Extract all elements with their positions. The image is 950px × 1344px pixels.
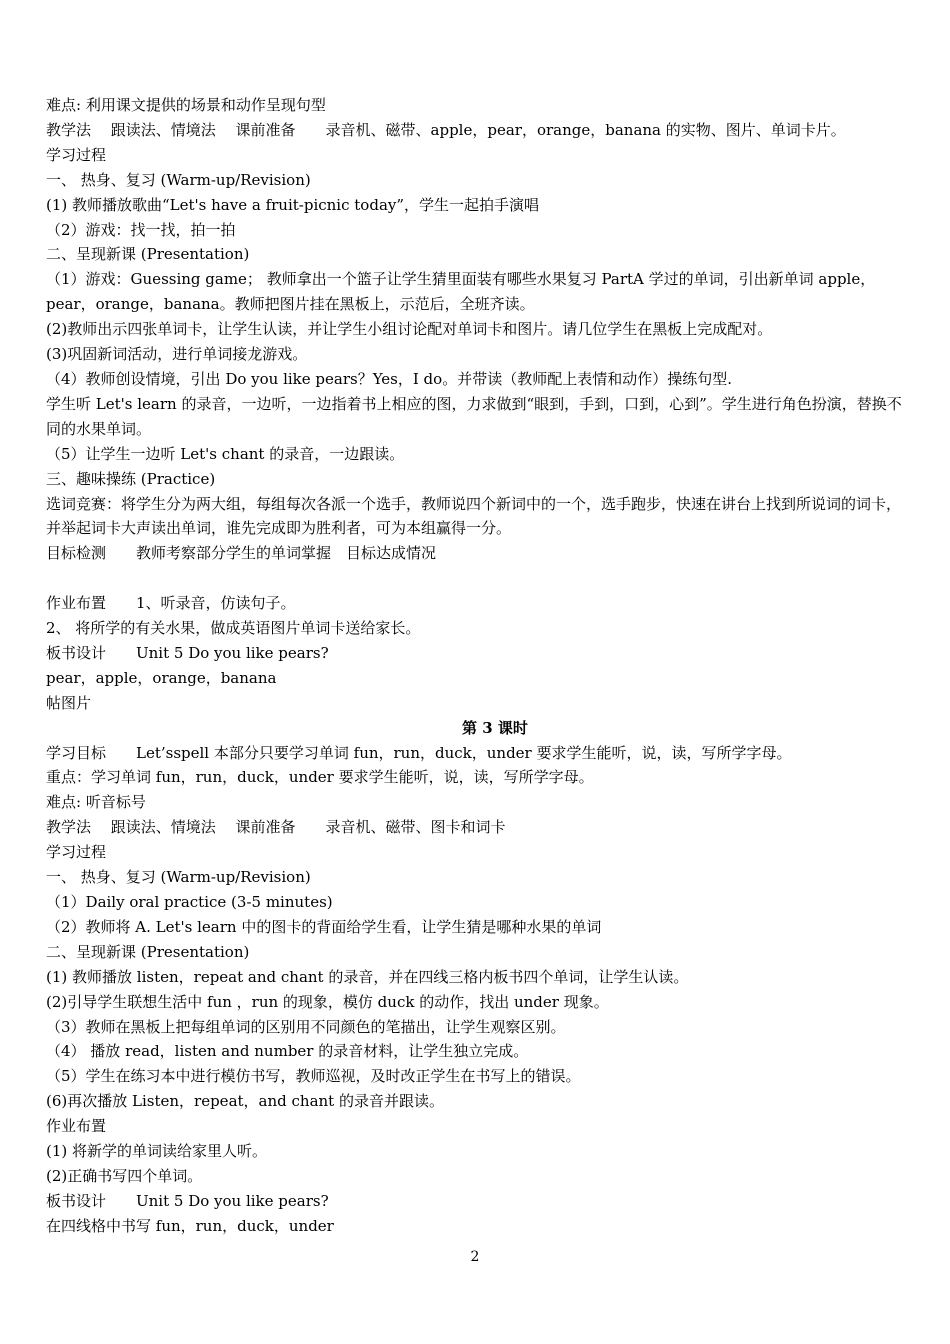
section-heading: 三、趣味操练 (Practice) bbox=[46, 469, 216, 488]
text-line: （4）教师创设情境，引出 Do you like pears？Yes，I do。并带读（教师配上表情和动作）操练句型. bbox=[46, 369, 732, 388]
text-line: (1) 将新学的单词读给家里人听。 bbox=[46, 1142, 268, 1161]
text-line: 难点: 听音标号 bbox=[46, 793, 146, 812]
text-line: （5）让学生一边听 Let's chant 的录音，一边跟读。 bbox=[46, 444, 405, 463]
text-line: 板书设计 Unit 5 Do you like pears? bbox=[46, 643, 329, 662]
text-line: （2）教师将 A. Let's learn 中的图卡的背面给学生看，让学生猜是哪种水果的单词 bbox=[46, 917, 602, 936]
text-line: (6)再次播放 Listen，repeat，and chant 的录音并跟读。 bbox=[46, 1092, 444, 1111]
text-line: （4） 播放 read，listen and number 的录音材料，让学生独立完成。 bbox=[46, 1042, 529, 1061]
text-line: 教学法 跟读法、情境法 课前准备 录音机、磁带、图卡和词卡 bbox=[46, 818, 506, 837]
section-heading: 一、 热身、复习 (Warm-up/Revision) bbox=[46, 170, 311, 189]
text-line: 学习过程 bbox=[46, 843, 107, 862]
paragraph: 选词竞赛：将学生分为两大组，每组每次各派一个选手，教师说四个新词中的一个，选手跑步，快速在讲台上找到所说词的词卡，并举起词卡大声读出单词，谁先完成即为胜利者，可为本组赢得一分。 bbox=[46, 494, 902, 538]
text-line: （3）教师在黑板上把每组单词的区别用不同颜色的笔描出，让学生观察区别。 bbox=[46, 1017, 566, 1036]
text-line: (2)引导学生联想生活中 fun ，run 的现象，模仿 duck 的动作，找出 under 现象。 bbox=[46, 992, 609, 1011]
text-line: pear，apple，orange，banana bbox=[46, 668, 277, 687]
text-line: 重点：学习单词 fun，run，duck，under 要求学生能听，说，读，写所学字母。 bbox=[46, 768, 594, 787]
text-line: (2)正确书写四个单词。 bbox=[46, 1166, 203, 1185]
text-line: （2）游戏：找一找，拍一拍 bbox=[46, 220, 236, 239]
section-heading: 一、 热身、复习 (Warm-up/Revision) bbox=[46, 868, 311, 887]
text-line: 目标检测 教师考察部分学生的单词掌握 目标达成情况 bbox=[46, 544, 437, 563]
document-body bbox=[46, 93, 904, 1239]
text-line: (1) 教师播放歌曲“Let's have a fruit-picnic today”，学生一起拍手演唱 bbox=[46, 195, 540, 214]
section-heading: 二、呈现新课 (Presentation) bbox=[46, 245, 250, 264]
text-line: 板书设计 Unit 5 Do you like pears? bbox=[46, 1191, 329, 1210]
text-line: 学习过程 bbox=[46, 145, 107, 164]
text-line: 2、 将所学的有关水果，做成英语图片单词卡送给家长。 bbox=[46, 619, 421, 638]
text-line: (2)教师出示四张单词卡，让学生认读，并让学生小组讨论配对单词卡和图片。请几位学生在黑板上完成配对。 bbox=[46, 320, 773, 339]
text-line: 教学法 跟读法、情境法 课前准备 录音机、磁带、apple，pear，orange，banana 的实物、图片、单词卡片。 bbox=[46, 120, 846, 139]
paragraph: （1）游戏：Guessing game； 教师拿出一个篮子让学生猜里面装有哪些水果复习 PartA 学过的单词，引出新单词 apple，pear，orange，banana。教师把图片挂在黑板上，示范后，全班齐读。 bbox=[46, 270, 876, 314]
text-line: （1）Daily oral practice (3-5 minutes) bbox=[46, 892, 333, 911]
text-line: 作业布置 bbox=[46, 1117, 107, 1136]
lesson-title: 第 3 课时 bbox=[462, 718, 528, 737]
text-line: （5）学生在练习本中进行模仿书写，教师巡视，及时改正学生在书写上的错误。 bbox=[46, 1067, 581, 1086]
paragraph: 学生听 Let's learn 的录音，一边听，一边指着书上相应的图，力求做到“眼到，手到，口到，心到”。学生进行角色扮演，替换不同的水果单词。 bbox=[46, 394, 902, 438]
page-number: 2 bbox=[470, 1249, 480, 1265]
section-heading: 二、呈现新课 (Presentation) bbox=[46, 942, 250, 961]
text-line: (1) 教师播放 listen，repeat and chant 的录音，并在四线三格内板书四个单词，让学生认读。 bbox=[46, 967, 689, 986]
text-line: 帖图片 bbox=[46, 693, 92, 712]
text-line: 作业布置 1、听录音，仿读句子。 bbox=[46, 594, 296, 613]
text-line: 在四线格中书写 fun，run，duck，under bbox=[46, 1216, 334, 1235]
text-line: (3)巩固新词活动，进行单词接龙游戏。 bbox=[46, 345, 308, 364]
text-line: 难点: 利用课文提供的场景和动作呈现句型 bbox=[46, 96, 326, 114]
blank-line bbox=[46, 566, 904, 591]
text-line: 学习目标 Let’sspell 本部分只要学习单词 fun，run，duck，under 要求学生能听，说，读，写所学字母。 bbox=[46, 743, 792, 762]
